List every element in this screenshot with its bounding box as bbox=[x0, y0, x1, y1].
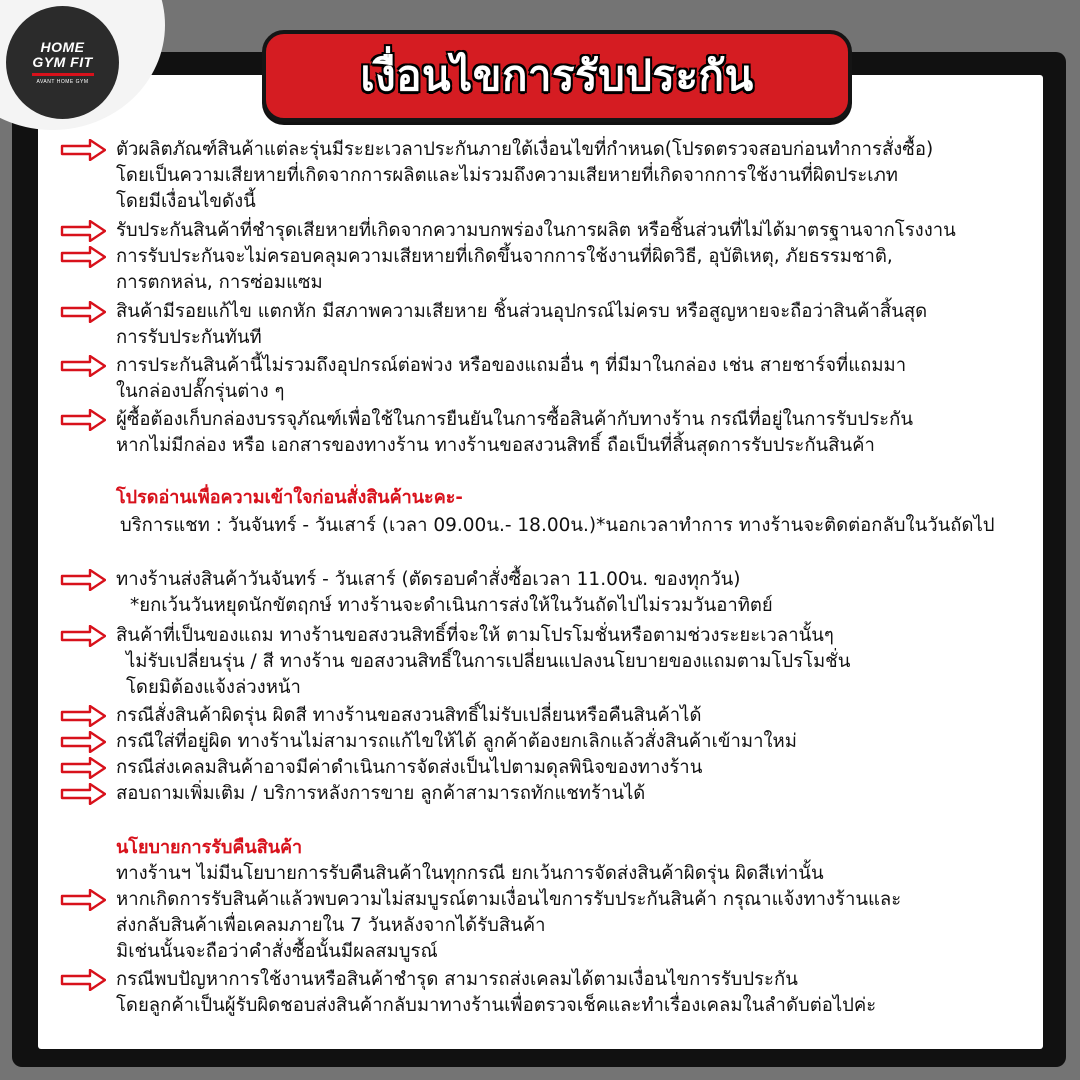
shipping-line: กรณีส่งเคลมสินค้าอาจมีค่าดำเนินการจัดส่งเป็นไปตามดุลพินิจของทางร้าน bbox=[116, 757, 703, 778]
logo-line-2: GYM FIT bbox=[32, 54, 93, 70]
red-arrow-icon bbox=[60, 705, 106, 727]
terms-line: หากไม่มีกล่อง หรือ เอกสารของทางร้าน ทางร้านขอสงวนสิทธิ์ ถือเป็นที่สิ้นสุดการรับประกันสินค้า bbox=[116, 435, 875, 456]
red-arrow-icon bbox=[60, 220, 106, 242]
terms-line: ตัวผลิตภัณฑ์สินค้าแต่ละรุ่นมีระยะเวลาประกันภายใต้เงื่อนไขที่กำหนด(โปรดตรวจสอบก่อนทำการสั่งซื้อ) bbox=[116, 139, 934, 160]
terms-line: การรับประกันจะไม่ครอบคลุมความเสียหายที่เกิดขึ้นจากการใช้งานที่ผิดวิธี, อุบัติเหตุ, ภัยธรรมชาติ, bbox=[116, 246, 893, 267]
terms-line: การประกันสินค้านี้ไม่รวมถึงอุปกรณ์ต่อพ่วง หรือของแถมอื่น ๆ ที่มีมาในกล่อง เช่น สายชาร์จที่แถมมา bbox=[116, 355, 907, 376]
return-policy-intro: ทางร้านฯ ไม่มีนโยบายการรับคืนสินค้าในทุกกรณี ยกเว้นการจัดส่งสินค้าผิดรุ่น ผิดสีเท่านั้น bbox=[116, 863, 824, 884]
terms-line: การรับประกันทันที bbox=[116, 327, 262, 348]
terms-line: ในกล่องปลั๊กรุ่นต่าง ๆ bbox=[116, 381, 285, 402]
shipping-line: ทางร้านส่งสินค้าวันจันทร์ - วันเสาร์ (ตัดรอบคำสั่งซื้อเวลา 11.00น. ของทุกวัน) bbox=[116, 569, 741, 590]
red-arrow-icon bbox=[60, 889, 106, 911]
shipping-line: สินค้าที่เป็นของแถม ทางร้านขอสงวนสิทธิ์ที่จะให้ ตามโปรโมชั่นหรือตามช่วงระยะเวลานั้นๆ bbox=[116, 625, 834, 646]
notice-heading: โปรดอ่านเพื่อความเข้าใจก่อนสั่งสินค้านะคะ- bbox=[116, 487, 463, 508]
logo-line-1: HOME bbox=[40, 39, 85, 55]
red-arrow-icon bbox=[60, 139, 106, 161]
return-policy-line: กรณีพบปัญหาการใช้งานหรือสินค้าชำรุด สามารถส่งเคลมได้ตามเงื่อนไขการรับประกัน bbox=[116, 969, 798, 990]
return-policy-line: โดยลูกค้าเป็นผู้รับผิดชอบส่งสินค้ากลับมาทางร้านเพื่อตรวจเช็คและทำเรื่องเคลมในลำดับต่อไปค่ะ bbox=[116, 995, 877, 1016]
page-title: เงื่อนไขการรับประกัน bbox=[360, 51, 754, 100]
red-arrow-icon bbox=[60, 969, 106, 991]
terms-line: รับประกันสินค้าที่ชำรุดเสียหายที่เกิดจากความบกพร่องในการผลิต หรือชิ้นส่วนที่ไม่ได้มาตรฐานจากโรงงาน bbox=[116, 220, 956, 241]
shipping-line: โดยมิต้องแจ้งล่วงหน้า bbox=[126, 677, 301, 698]
terms-line: สินค้ามีรอยแก้ไข แตกหัก มีสภาพความเสียหาย ชิ้นส่วนอุปกรณ์ไม่ครบ หรือสูญหายจะถือว่าสินค้าสิ้นสุด bbox=[116, 301, 928, 322]
red-arrow-icon bbox=[60, 783, 106, 805]
red-arrow-icon bbox=[60, 301, 106, 323]
red-arrow-icon bbox=[60, 625, 106, 647]
red-arrow-icon bbox=[60, 757, 106, 779]
red-arrow-icon bbox=[60, 409, 106, 431]
shipping-line: ไม่รับเปลี่ยนรุ่น / สี ทางร้าน ขอสงวนสิทธิ์ในการเปลี่ยนแปลงนโยบายของแถมตามโปรโมชั่น bbox=[126, 651, 851, 672]
return-policy-heading: นโยบายการรับคืนสินค้า bbox=[116, 837, 303, 858]
terms-line: การตกหล่น, การซ่อมแซม bbox=[116, 272, 323, 293]
return-policy-line: หากเกิดการรับสินค้าแล้วพบความไม่สมบูรณ์ตามเงื่อนไขการรับประกันสินค้า กรุณาแจ้งทางร้านและ bbox=[116, 889, 902, 910]
return-policy-line: ส่งกลับสินค้าเพื่อเคลมภายใน 7 วันหลังจากได้รับสินค้า bbox=[116, 915, 546, 936]
terms-line: โดยเป็นความเสียหายที่เกิดจากการผลิตและไม่รวมถึงความเสียหายที่เกิดจากการใช้งานที่ผิดประเภท bbox=[116, 165, 899, 186]
red-arrow-icon bbox=[60, 731, 106, 753]
shipping-line: *ยกเว้นวันหยุดนักขัตฤกษ์ ทางร้านจะดำเนินการส่งให้ในวันถัดไปไม่รวมวันอาทิตย์ bbox=[130, 595, 773, 616]
red-arrow-icon bbox=[60, 569, 106, 591]
return-policy-line: มิเช่นนั้นจะถือว่าคำสั่งซื้อนั้นมีผลสมบูรณ์ bbox=[116, 941, 438, 962]
chat-hours-text: บริการแชท : วันจันทร์ - วันเสาร์ (เวลา 09.00น.- 18.00น.)*นอกเวลาทำการ ทางร้านจะติดต่อกลับในวันถัดไป bbox=[120, 515, 995, 536]
shipping-line: กรณีสั่งสินค้าผิดรุ่น ผิดสี ทางร้านขอสงวนสิทธิ์ไม่รับเปลี่ยนหรือคืนสินค้าได้ bbox=[116, 705, 702, 726]
red-arrow-icon bbox=[60, 246, 106, 268]
terms-line: โดยมีเงื่อนไขดังนี้ bbox=[116, 191, 256, 212]
logo-tagline: AVANT HOME GYM bbox=[36, 79, 89, 85]
terms-line: ผู้ซื้อต้องเก็บกล่องบรรจุภัณฑ์เพื่อใช้ในการยืนยันในการซื้อสินค้ากับทางร้าน กรณีที่อยู่ในการรับประกัน bbox=[116, 409, 913, 430]
red-arrow-icon bbox=[60, 355, 106, 377]
shipping-line: กรณีใส่ที่อยู่ผิด ทางร้านไม่สามารถแก้ไขให้ได้ ลูกค้าต้องยกเลิกแล้วสั่งสินค้าเข้ามาใหม่ bbox=[116, 731, 797, 752]
shipping-line: สอบถามเพิ่มเติม / บริการหลังการขาย ลูกค้าสามารถทักแชทร้านได้ bbox=[116, 783, 646, 804]
